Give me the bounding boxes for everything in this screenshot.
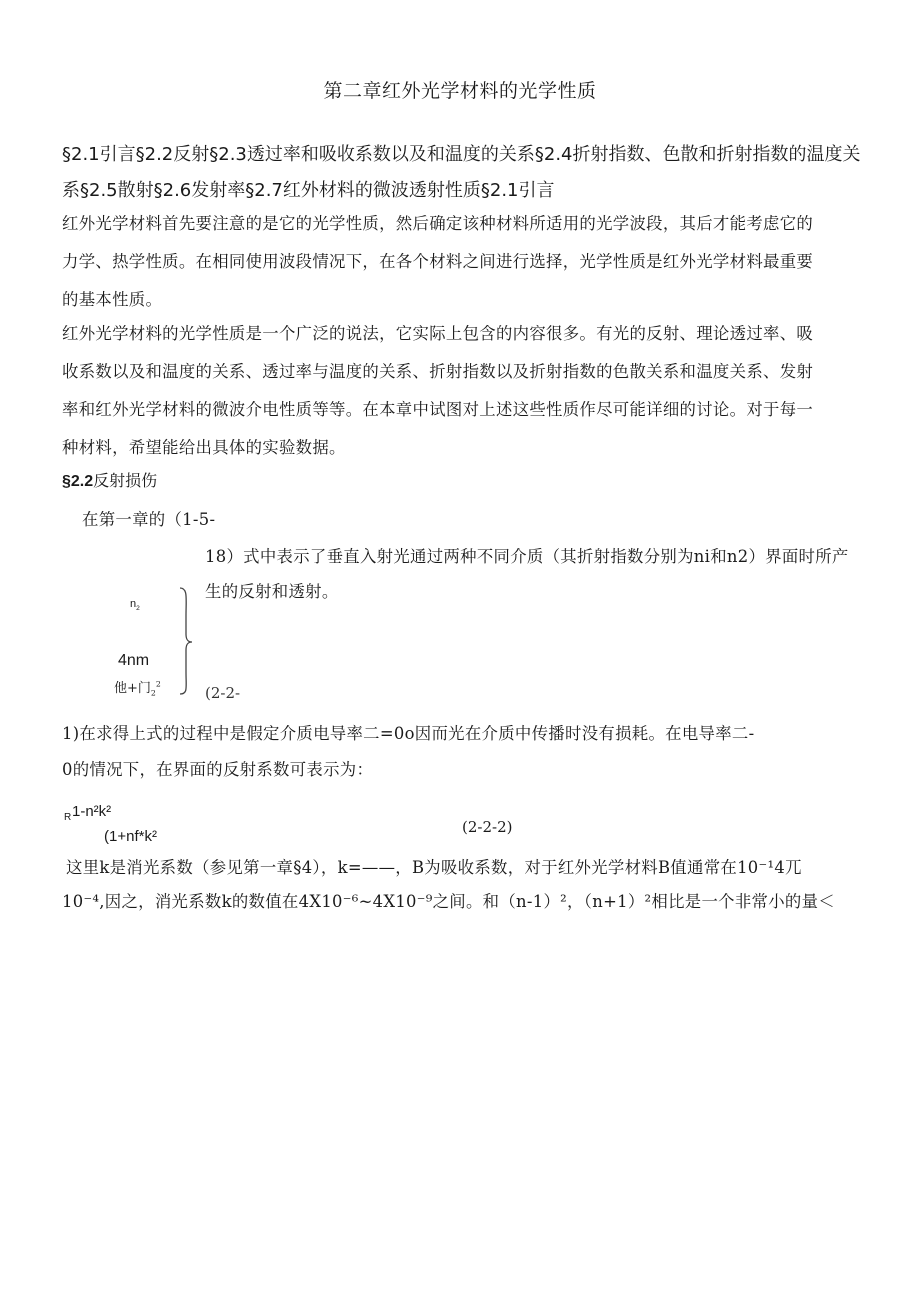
section-title: 反射损伤 [93, 471, 158, 490]
para3-line1: 1)在求得上式的过程中是假定介质电导率二=0o因而光在介质中传播时没有损耗。在电导率二- [62, 724, 755, 743]
intro-p2-line4: 种材料，希望能给出具体的实验数据。 [62, 438, 346, 457]
page-title: 第二章红外光学材料的光学性质 [323, 80, 597, 102]
formula2-R: R [64, 812, 72, 823]
intro-p2-line2: 收系数以及和温度的关系、透过率与温度的关系、折射指数以及折射指数的色散关系和温度关系、发射 [62, 362, 814, 381]
formula2-denominator: (1+nf*k² [104, 828, 157, 845]
intro-p2-line1: 红外光学材料的光学性质是一个广泛的说法，它实际上包含的内容很多。有光的反射、理论透过率、吸 [62, 324, 814, 343]
formula2-numerator: 1-n²k² [72, 803, 112, 820]
para4-line2: 10⁻⁴,因之，消光系数k的数值在4X10⁻⁶~4X10⁻⁹之间。和（n-1）²，（n+1）²相比是一个非常小的量＜ [62, 892, 835, 911]
formula2-equation-number: (2-2-2) [462, 818, 513, 836]
section22-line3: 生的反射和透射。 [205, 582, 339, 601]
section22-line2: 18）式中表示了垂直入射光通过两种不同介质（其折射指数分别为ni和n2）界面时所产 [205, 547, 849, 566]
para3-line2: 0的情况下，在界面的反射系数可表示为： [62, 760, 374, 779]
intro-p2-line3: 率和红外光学材料的微波介电性质等等。在本章中试图对上述这些性质作尽可能详细的讨论。对于每一 [62, 400, 814, 419]
toc-line-1: §2.1引言§2.2反射§2.3透过率和吸收系数以及和温度的关系§2.4折射指数、色散和折射指数的温度关 [62, 144, 861, 165]
section22-line1: 在第一章的（1-5- [82, 510, 216, 529]
intro-p1-line3: 的基本性质。 [62, 290, 163, 309]
formula1-denominator: 他+门$_2^2$ [114, 679, 161, 698]
para4-line1: 这里k是消光系数（参见第一章§4），k=——，B为吸收系数，对于红外光学材料B值通常在10⁻¹4兀 [66, 858, 802, 877]
intro-p1-line2: 力学、热学性质。在相同使用波段情况下，在各个材料之间进行选择，光学性质是红外光学材料最重要 [62, 252, 814, 271]
section-number: §2.2 [62, 473, 94, 490]
formula1-numerator: 4nm [118, 652, 150, 669]
formula1-n2: $n_2$ [130, 598, 140, 613]
toc-line-2: 系§2.5散射§2.6发射率§2.7红外材料的微波透射性质§2.1引言 [62, 180, 555, 201]
section-heading [62, 468, 157, 491]
intro-p1-line1: 红外光学材料首先要注意的是它的光学性质，然后确定该种材料所适用的光学波段，其后才能考虑它的 [62, 214, 814, 233]
formula1-equation-number: (2-2- [205, 684, 241, 702]
brace-icon [174, 586, 196, 696]
